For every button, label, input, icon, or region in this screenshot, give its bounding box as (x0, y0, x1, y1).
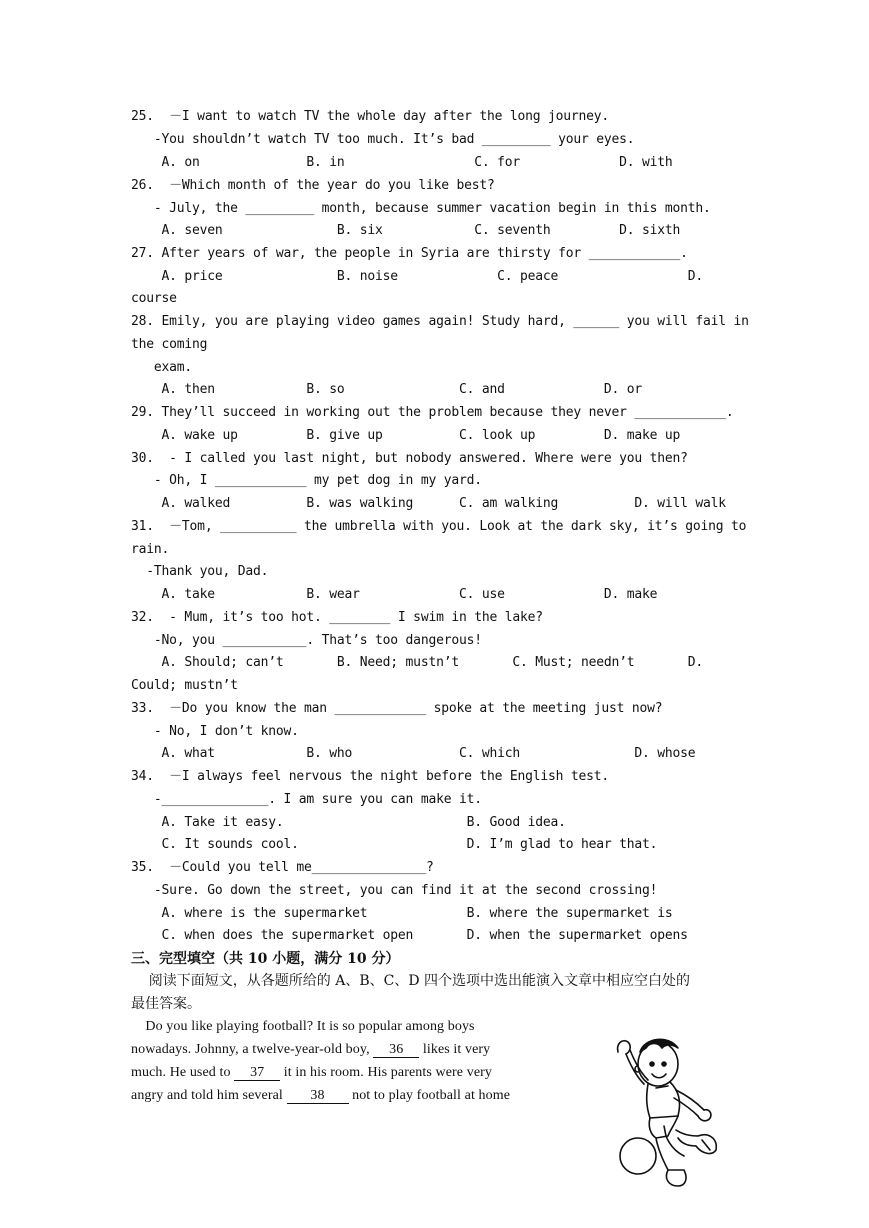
question-line: A. Should; can’t B. Need; mustn’t C. Must; needn’t D. (131, 655, 703, 670)
question-line: A. on B. in C. for D. with (131, 155, 673, 170)
question-line: the coming (131, 337, 208, 352)
question-line: 33. －Do you know the man ____________ spoke at the meeting just now? (131, 701, 663, 716)
question-line: -______________. I am sure you can make it. (131, 792, 482, 807)
question-line: -Sure. Go down the street, you can find it at the second crossing! (131, 883, 658, 898)
question-line: C. It sounds cool. D. I’m glad to hear that. (131, 837, 658, 852)
question-line: 25. －I want to watch TV the whole day after the long journey. (131, 109, 610, 124)
passage-line (131, 1064, 492, 1082)
question-line: C. when does the supermarket open D. when the supermarket opens (131, 928, 688, 943)
question-line: -Thank you, Dad. (131, 564, 269, 579)
question-line: A. then B. so C. and D. or (131, 382, 642, 397)
passage-text: likes it very (419, 1042, 491, 1057)
question-line: -No, you ___________. That’s too dangerous! (131, 633, 482, 648)
blank-36: 36 (373, 1042, 419, 1058)
question-line: Could; mustn’t (131, 678, 238, 693)
question-line: A. wake up B. give up C. look up D. make up (131, 428, 681, 443)
question-line: 29. They’ll succeed in working out the problem because they never ____________. (131, 405, 734, 420)
question-line: 30. - I called you last night, but nobody answered. Where were you then? (131, 451, 688, 466)
passage-line (131, 1087, 510, 1105)
question-line: - July, the _________ month, because summer vacation begin in this month. (131, 201, 711, 216)
question-line: A. take B. wear C. use D. make (131, 587, 658, 602)
passage-text: not to play football at home (348, 1088, 511, 1103)
blank-37: 37 (234, 1065, 280, 1081)
question-line: 34. －I always feel nervous the night before the English test. (131, 769, 610, 784)
question-line: 31. －Tom, __________ the umbrella with you. Look at the dark sky, it’s going to (131, 519, 747, 534)
passage-text: nowadays. Johnny, a twelve-year-old boy, (131, 1042, 374, 1057)
question-line: - No, I don’t know. (131, 724, 299, 739)
passage-line (131, 1041, 490, 1059)
question-line: exam. (131, 360, 193, 375)
section-heading: 三、完型填空（共 10 小题，满分 10 分） (131, 951, 400, 967)
passage-text: it in his room. His parents were very (280, 1065, 492, 1080)
question-line: rain. (131, 542, 170, 557)
question-line: A. Take it easy. B. Good idea. (131, 815, 566, 830)
boy-playing-football-illustration (612, 1026, 734, 1190)
question-line: 32. - Mum, it’s too hot. ________ I swim in the lake? (131, 610, 543, 625)
section-instruction: 阅读下面短文，从各题所给的 A、B、C、D 四个选项中选出能演入文章中相应空白处的 (131, 973, 691, 989)
question-line: 28. Emily, you are playing video games again! Study hard, ______ you will fail in (131, 314, 749, 329)
question-line: A. price B. noise C. peace D. (131, 269, 703, 284)
passage-text: angry and told him several (131, 1088, 287, 1103)
question-line: 27. After years of war, the people in Syria are thirsty for ____________. (131, 246, 688, 261)
blank-38: 38 (287, 1088, 349, 1104)
question-line: A. what B. who C. which D. whose (131, 746, 696, 761)
passage-text: much. He used to (131, 1065, 235, 1080)
question-line: course (131, 291, 177, 306)
question-line: -You shouldn’t watch TV too much. It’s bad _________ your eyes. (131, 132, 635, 147)
section-instruction-cont: 最佳答案。 (131, 996, 201, 1012)
question-line: 35. －Could you tell me_______________? (131, 860, 434, 875)
passage-line: Do you like playing football? It is so popular among boys (131, 1019, 475, 1034)
question-line: A. seven B. six C. seventh D. sixth (131, 223, 681, 238)
question-line: A. where is the supermarket B. where the supermarket is (131, 906, 673, 921)
question-line: - Oh, I ____________ my pet dog in my yard. (131, 473, 482, 488)
question-line: A. walked B. was walking C. am walking D. will walk (131, 496, 726, 511)
question-line: 26. －Which month of the year do you like best? (131, 178, 495, 193)
